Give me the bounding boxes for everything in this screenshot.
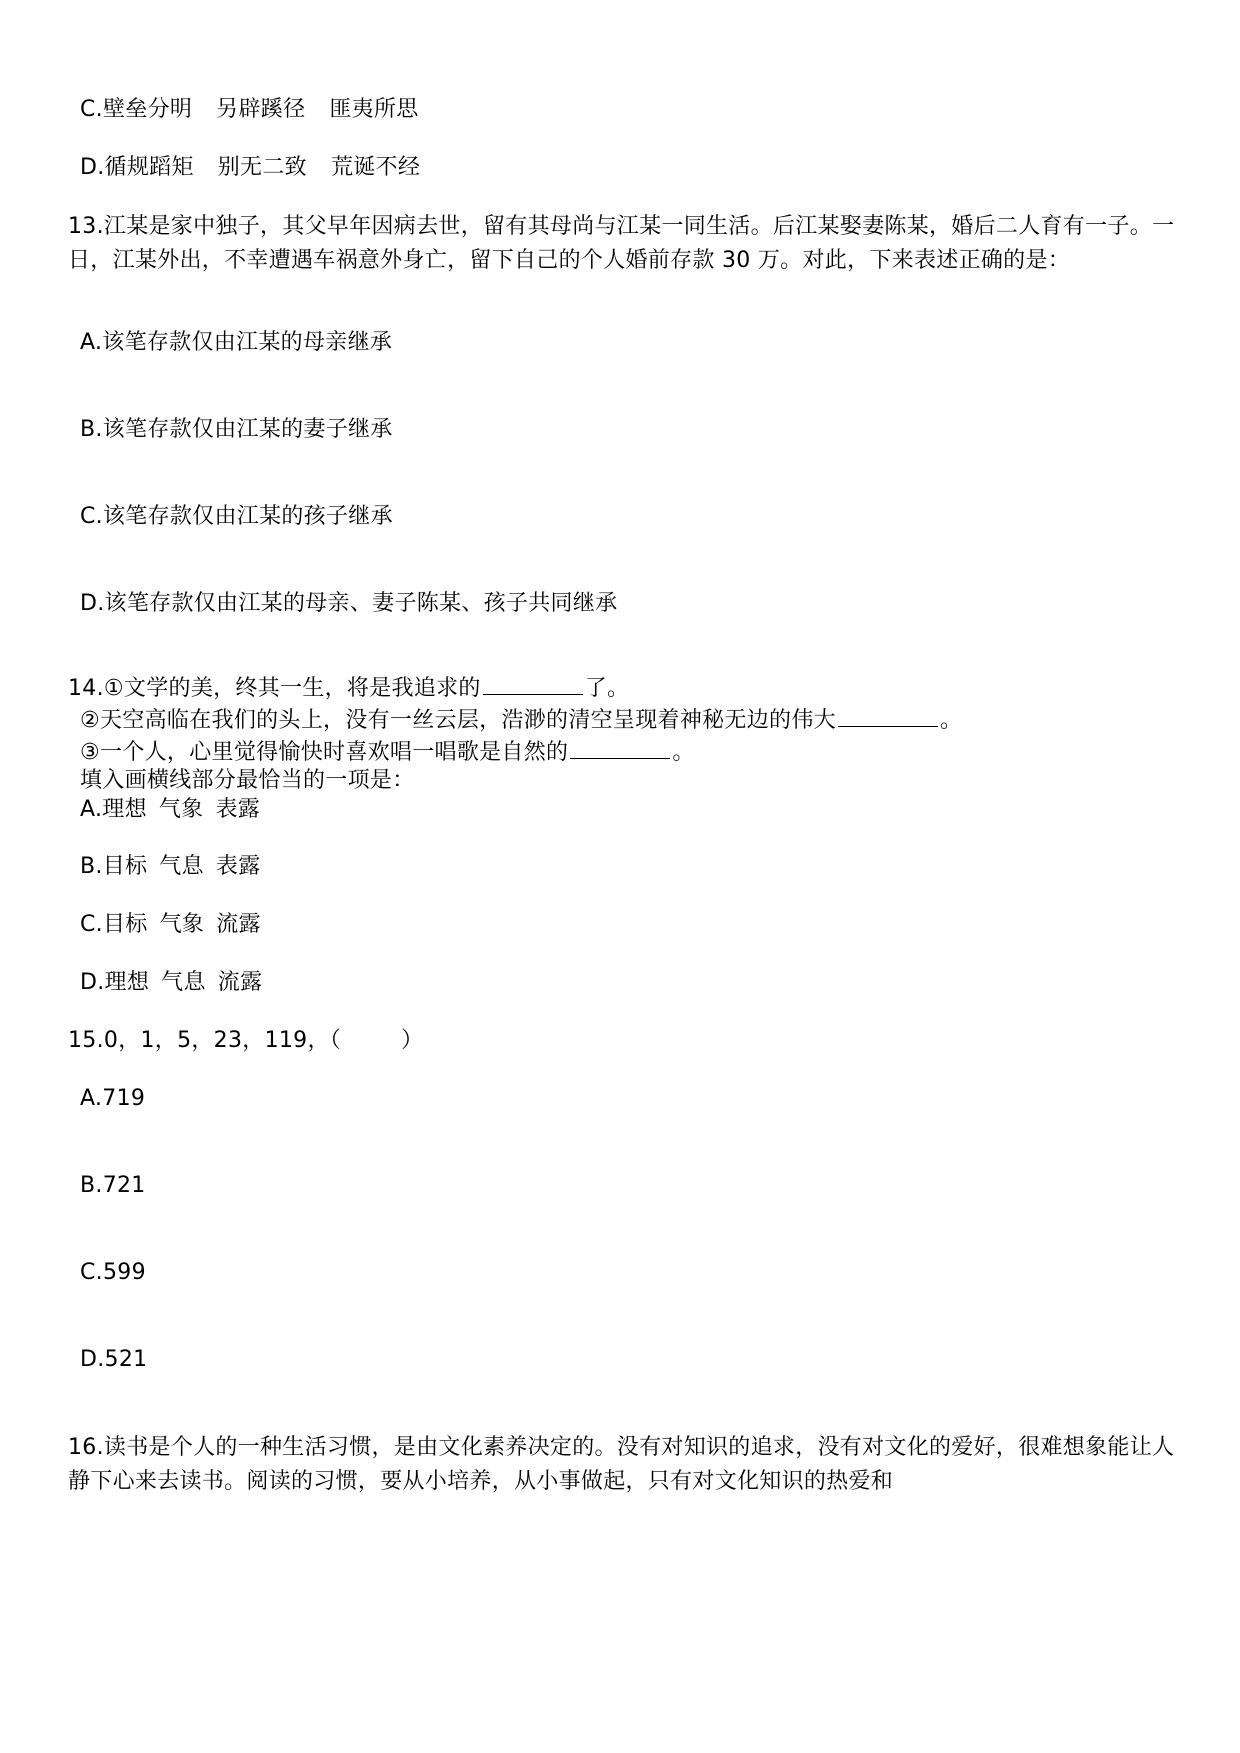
- q15-stem: 15.0，1，5，23，119，（ ）: [68, 1028, 424, 1053]
- q14-option-b[interactable]: B.目标 气息 表露: [80, 854, 261, 879]
- q12-option-d[interactable]: D.循规蹈矩 别无二致 荒诞不经: [80, 155, 421, 180]
- q14-blank-1: [483, 674, 583, 695]
- q13-stem: 13.江某是家中独子，其父早年因病去世，留有其母尚与江某一同生活。后江某娶妻陈某，婚后二人育有一子。一日，江某外出，不幸遭遇车祸意外身亡，留下自己的个人婚前存款 30 万。对此，下来表述正确的是：: [68, 214, 1175, 273]
- q14-prompt: 填入画横线部分最恰当的一项是：: [80, 768, 415, 793]
- q14-blank-2: [838, 706, 938, 727]
- q14-sentence-1: 14.①文学的美，终其一生，将是我追求的 了。: [68, 676, 630, 701]
- q14-sentence-2: ②天空高临在我们的头上，没有一丝云层，浩渺的清空呈现着神秘无边的伟大 。: [80, 708, 963, 733]
- q16-stem: 16.读书是个人的一种生活习惯，是由文化素养决定的。没有对知识的追求，没有对文化的爱好，很难想象能让人静下心来去读书。阅读的习惯，要从小培养，从小事做起，只有对文化知识的热爱和: [68, 1435, 1175, 1494]
- q15-option-a[interactable]: A.719: [80, 1086, 146, 1111]
- q14-option-c[interactable]: C.目标 气象 流露: [80, 912, 261, 937]
- q14-option-a[interactable]: A.理想 气象 表露: [80, 797, 261, 822]
- q13-option-d[interactable]: D.该笔存款仅由江某的母亲、妻子陈某、孩子共同继承: [80, 591, 618, 616]
- q14-sentence-3: ③一个人，心里觉得愉快时喜欢唱一唱歌是自然的 。: [80, 740, 695, 765]
- q13-option-a[interactable]: A.该笔存款仅由江某的母亲继承: [80, 330, 393, 355]
- q14-option-d[interactable]: D.理想 气息 流露: [80, 970, 263, 995]
- q15-option-d[interactable]: D.521: [80, 1347, 148, 1372]
- q15-option-c[interactable]: C.599: [80, 1260, 146, 1285]
- q12-option-c[interactable]: C.壁垒分明 另辟蹊径 匪夷所思: [80, 97, 419, 122]
- q15-option-b[interactable]: B.721: [80, 1173, 146, 1198]
- q14-blank-3: [570, 738, 670, 759]
- q13-option-c[interactable]: C.该笔存款仅由江某的孩子继承: [80, 504, 393, 529]
- q13-option-b[interactable]: B.该笔存款仅由江某的妻子继承: [80, 417, 393, 442]
